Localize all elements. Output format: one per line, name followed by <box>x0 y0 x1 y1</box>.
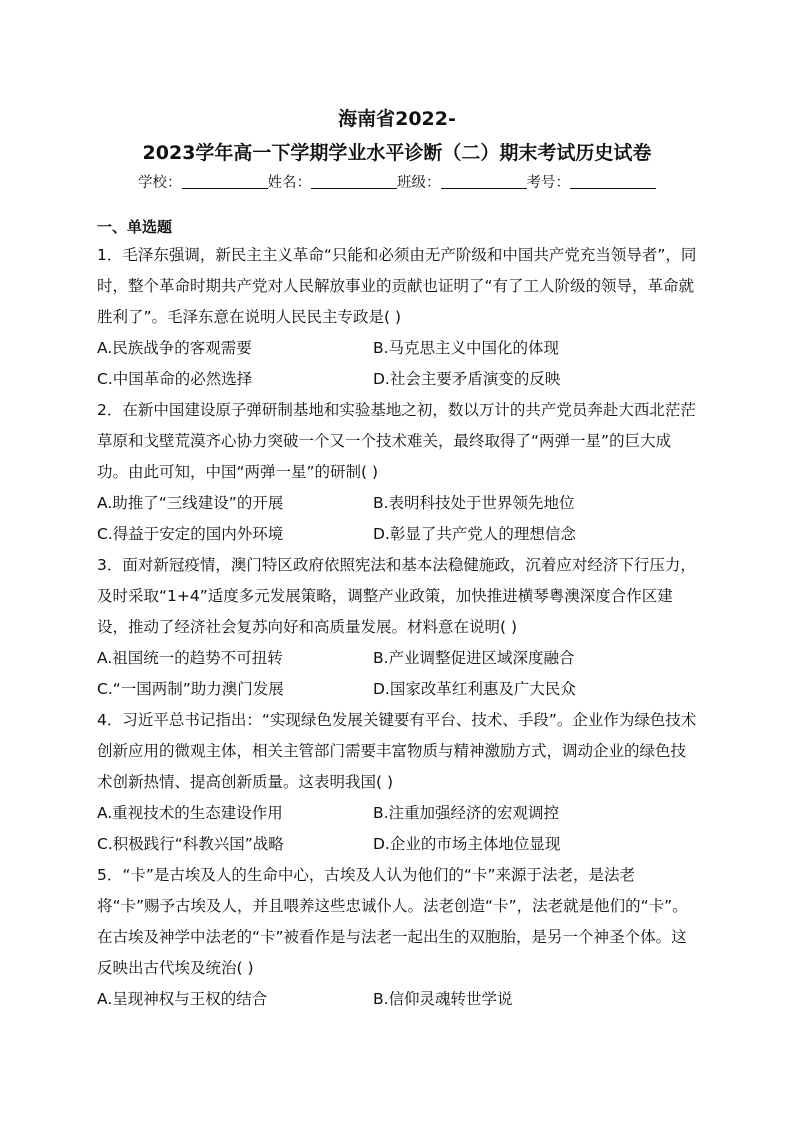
question-stem: 5．“卡”是古埃及人的生命中心，古埃及人认为他们的“卡”来源于法老，是法老将“卡”赐予古埃及人，并且喂养这些忠诚仆人。法老创造“卡”，法老就是他们的“卡”。在古埃及神学中法老的“卡”被看作是与法老一起出生的双胞胎，是另一个神圣个体。这反映出古代埃及统治( ) <box>97 866 688 977</box>
question-stem: 3．面对新冠疫情，澳门特区政府依照宪法和基本法稳健施政，沉着应对经济下行压力，及时采取“1+4”适度多元发展策略，调整产业政策，加快推进横琴粤澳深度合作区建设，推动了经济社会复苏向好和高质量发展。材料意在说明( ) <box>97 556 696 636</box>
question-2 <box>97 395 697 550</box>
school-field <box>138 171 268 192</box>
option-list <box>97 798 697 860</box>
school-blank[interactable] <box>182 174 268 189</box>
option-c[interactable]: C.积极践行“科教兴国”战略 <box>97 835 284 853</box>
option-c[interactable]: C.得益于安定的国内外环境 <box>97 525 284 543</box>
option-c[interactable]: C.“一国两制”助力澳门发展 <box>97 680 284 698</box>
question-5 <box>97 860 697 1015</box>
option-list <box>97 643 697 705</box>
option-d[interactable]: D.社会主要矛盾演变的反映 <box>373 370 561 388</box>
option-d[interactable]: D.国家改革红利惠及广大民众 <box>373 680 576 698</box>
exam-number-field <box>527 171 657 192</box>
question-stem: 1．毛泽东强调，新民主主义革命“只能和必须由无产阶级和中国共产党充当领导者”，同时，整个革命时期共产党对人民解放事业的贡献也证明了“有了工人阶级的领导，革命就胜利了”。毛泽东意在说明人民民主专政是( ) <box>97 246 697 326</box>
exam-title-line1: 海南省2022- <box>338 108 456 130</box>
option-a[interactable]: A.重视技术的生态建设作用 <box>97 804 283 822</box>
option-a[interactable]: A.祖国统一的趋势不可扭转 <box>97 649 283 667</box>
question-1 <box>97 240 697 395</box>
option-list <box>97 333 697 395</box>
section-heading: 一、单选题 <box>97 218 173 236</box>
question-list <box>97 240 697 1015</box>
question-stem: 4．习近平总书记指出：“实现绿色发展关键要有平台、技术、手段”。企业作为绿色技术创新应用的微观主体，相关主管部门需要丰富物质与精神激励方式，调动企业的绿色技术创新热情、提高创新质量。这表明我国( ) <box>97 711 697 791</box>
option-b[interactable]: B.马克思主义中国化的体现 <box>373 339 560 357</box>
class-label: 班级： <box>397 175 441 191</box>
name-blank[interactable] <box>311 174 397 189</box>
exam-number-blank[interactable] <box>570 174 656 189</box>
option-a[interactable]: A.助推了“三线建设”的开展 <box>97 494 284 512</box>
option-list <box>97 984 697 1015</box>
name-label: 姓名： <box>267 175 311 191</box>
class-field <box>397 171 527 192</box>
question-stem: 2．在新中国建设原子弹研制基地和实验基地之初，数以万计的共产党员奔赴大西北茫茫草原和戈壁荒漠齐心协力突破一个又一个技术难关，最终取得了“两弹一星”的巨大成功。由此可知，中国“两弹一星”的研制( ) <box>97 401 696 481</box>
question-3 <box>97 550 697 705</box>
question-4 <box>97 705 697 860</box>
option-a[interactable]: A.呈现神权与王权的结合 <box>97 990 268 1008</box>
option-b[interactable]: B.信仰灵魂转世学说 <box>373 990 513 1008</box>
class-blank[interactable] <box>441 174 527 189</box>
option-c[interactable]: C.中国革命的必然选择 <box>97 370 253 388</box>
exam-number-label: 考号： <box>526 175 570 191</box>
school-label: 学校： <box>138 175 182 191</box>
student-info-row <box>0 171 794 192</box>
option-a[interactable]: A.民族战争的客观需要 <box>97 339 252 357</box>
option-b[interactable]: B.注重加强经济的宏观调控 <box>373 804 560 822</box>
exam-title-line2: 2023学年高一下学期学业水平诊断（二）期末考试历史试卷 <box>142 142 652 164</box>
option-b[interactable]: B.表明科技处于世界领先地位 <box>373 494 575 512</box>
option-d[interactable]: D.彰显了共产党人的理想信念 <box>373 525 576 543</box>
option-list <box>97 488 697 550</box>
option-d[interactable]: D.企业的市场主体地位显现 <box>373 835 561 853</box>
name-field <box>268 171 398 192</box>
option-b[interactable]: B.产业调整促进区域深度融合 <box>373 649 575 667</box>
